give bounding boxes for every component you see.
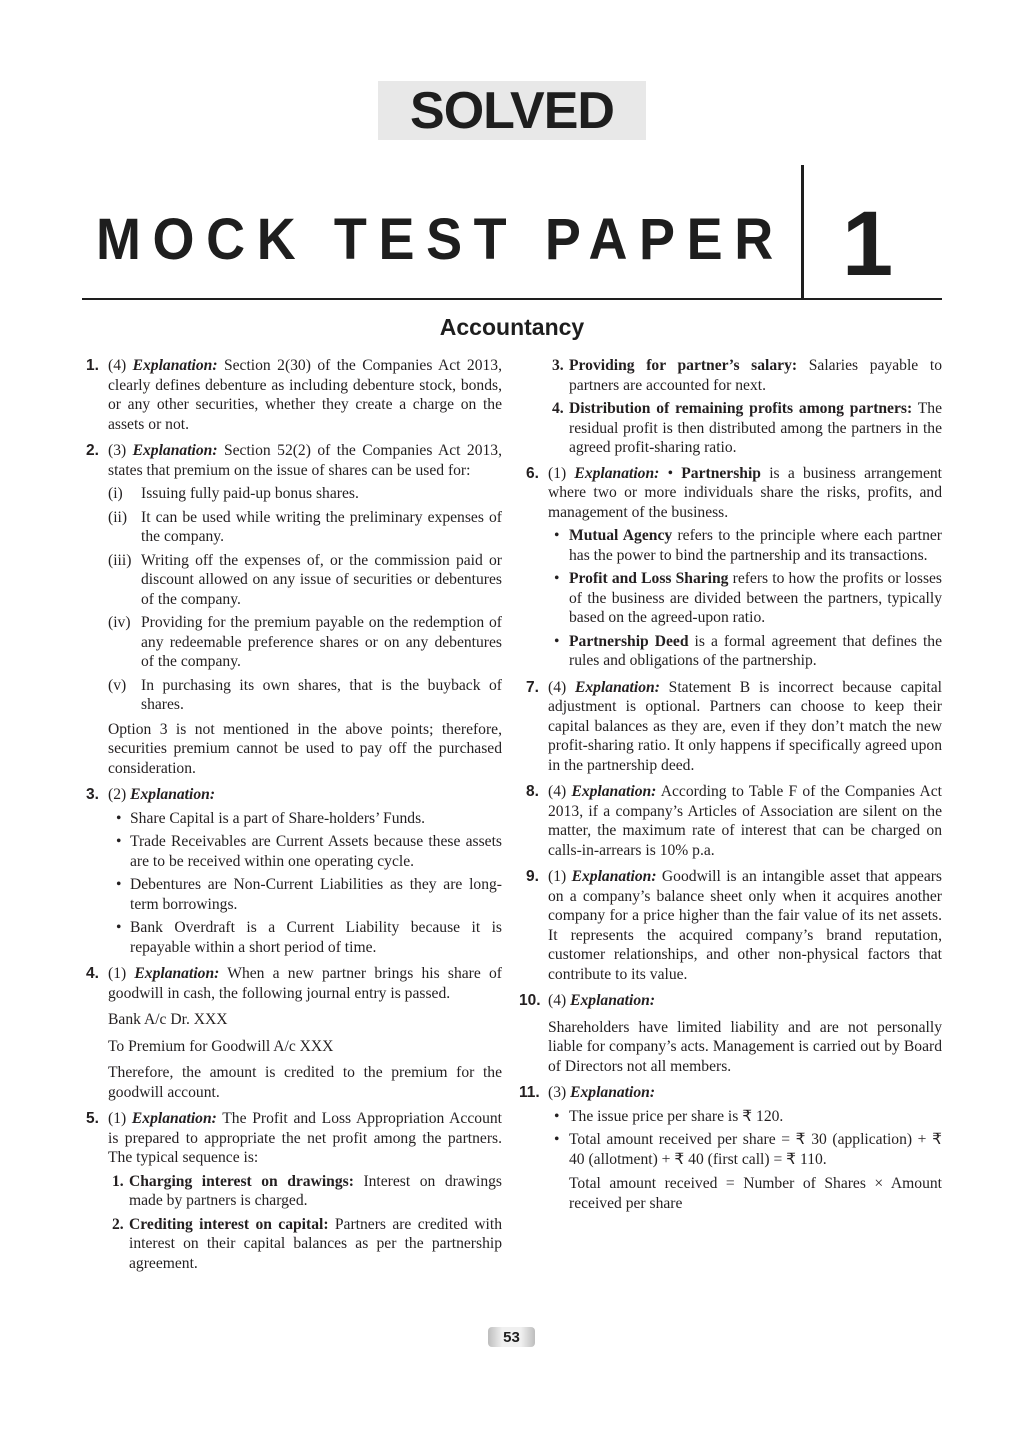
explanation-text: When a new partner brings his share of goodwill in cash, the following journal entry is passed.	[108, 965, 502, 1002]
step-number: 1.	[112, 1172, 124, 1190]
term: Partnership Deed	[569, 632, 689, 650]
explanation-label: Explanation:	[570, 992, 656, 1009]
explanation-text: Goodwill is an intangible asset that appears on a company’s balance sheet only when it acquires another company for a price higher than the fair value of its net assets. It represents the acquired company’s brand reputation, customer relationships, and other non-physical factors that contribute to its value.	[548, 868, 943, 983]
bullet-icon: •	[554, 527, 560, 544]
answer-option: (1)	[108, 1110, 127, 1127]
step-text: Interest on drawings made by partners is charged.	[129, 1172, 502, 1209]
explanation-text: Section 52(2) of the Companies Act 2013, states that premium on the issue of shares can be used for:	[108, 442, 502, 479]
bullet-icon: •	[554, 1131, 560, 1148]
list-item	[108, 613, 502, 672]
sequence-step	[548, 399, 942, 458]
answer-6	[526, 464, 942, 671]
bullet-text: Trade Receivables are Current Assets because these assets are to be received within one operating cycle.	[130, 833, 502, 870]
list-item	[108, 508, 502, 547]
item-label: (iv)	[108, 614, 131, 631]
sequence-step	[108, 1172, 502, 1211]
explanation-text: Section 2(30) of the Companies Act 2013, clearly defines debenture as including debenture stock, bonds, or any other securities, whether they create a charge on the assets or not.	[108, 357, 502, 433]
item-text: Writing off the expenses of, or the commission paid or discount allowed on any issue of securities or debentures of the company.	[141, 551, 502, 608]
bullet-icon: •	[116, 919, 122, 936]
definition-text: refers to the principle where each partner has the power to bind the partnership and its transactions.	[569, 527, 942, 564]
list-item	[110, 875, 502, 914]
bullet-text: Share Capital is a part of Share-holders’ Funds.	[130, 809, 426, 827]
answer-option: (2)	[108, 786, 127, 803]
bullet-icon: •	[667, 464, 674, 482]
question-number: 5.	[86, 1110, 99, 1127]
step-text: Salaries payable to partners are accounted for next.	[569, 357, 942, 394]
item-label: (i)	[108, 485, 123, 502]
item-text: In purchasing its own shares, that is the buyback of shares.	[141, 676, 502, 713]
bullet-icon: •	[116, 833, 122, 850]
answer-4	[86, 964, 502, 1102]
explanation-label: Explanation:	[130, 786, 216, 803]
step-title: Crediting interest on capital:	[129, 1215, 329, 1233]
step-text: Partners are credited with interest on their capital balances as per the partnership agreement.	[129, 1215, 502, 1272]
item-label: (iii)	[108, 551, 132, 569]
list-item	[110, 918, 502, 957]
left-column	[86, 356, 502, 1280]
answer-option: (4)	[548, 678, 567, 696]
page-title: MOCK TEST PAPER	[96, 207, 785, 272]
explanation-label: Explanation:	[571, 868, 657, 885]
answer-option: (3)	[108, 442, 127, 459]
question-number: 2.	[86, 442, 99, 459]
journal-entry-credit: To Premium for Goodwill A/c XXX	[108, 1037, 334, 1055]
answer-option: (4)	[108, 357, 127, 374]
list-item	[548, 1107, 942, 1127]
answer-option: (1)	[548, 868, 567, 885]
explanation-text: Shareholders have limited liability and are not personally liable for company’s acts. Management is carried out by Board of Directors not all members.	[548, 1018, 942, 1075]
answer-option: (3)	[548, 1084, 567, 1101]
title-divider-vertical	[801, 165, 804, 300]
answer-3	[86, 785, 502, 957]
question-number: 9.	[526, 868, 539, 885]
solved-label: SOLVED	[410, 81, 614, 140]
definition-text: refers to how the profits or losses of the business are divided between the partners, typically based on the agreed-upon ratio.	[569, 570, 942, 626]
term: Partnership	[681, 464, 761, 482]
answer-2	[86, 441, 502, 778]
answer-9	[526, 867, 943, 984]
explanation-text: Statement B is incorrect because capital adjustment is optional. Partners can choose to keep their capital balances as they are, even if they don’t match the new profit-sharing ratio. It only happens if specifically agreed upon in the partnership deed.	[548, 678, 943, 774]
item-text: It can be used while writing the preliminary expenses of the company.	[141, 508, 502, 545]
bullet-icon: •	[116, 876, 122, 893]
bullet-text: Total amount received per share = ₹ 30 (application) + ₹ 40 (allotment) + ₹ 40 (first call) = ₹ 110.	[569, 1131, 942, 1168]
item-text: Providing for the premium payable on the redemption of any redeemable preference shares or on any debentures of the company.	[141, 614, 502, 670]
item-label: (v)	[108, 676, 127, 694]
answer-option: (1)	[108, 965, 127, 982]
list-item	[108, 484, 502, 504]
step-title: Charging interest on drawings:	[129, 1172, 354, 1190]
solved-banner	[378, 81, 646, 140]
explanation-text: The Profit and Loss Appropriation Account is prepared to appropriate the net profit among the partners. The typical sequence is:	[108, 1110, 502, 1166]
item-label: (ii)	[108, 508, 128, 526]
conclusion-text: Option 3 is not mentioned in the above points; therefore, securities premium cannot be used to pay off the purchased consideration.	[108, 720, 502, 777]
answer-11	[519, 1083, 942, 1213]
bullet-icon: •	[554, 570, 560, 587]
answer-1	[86, 356, 502, 434]
paper-number: 1	[842, 193, 894, 295]
list-item	[548, 526, 942, 565]
question-number: 6.	[526, 464, 539, 482]
question-number: 11.	[519, 1084, 540, 1101]
list-item	[108, 676, 502, 715]
explanation-label: Explanation:	[131, 1110, 217, 1127]
step-title: Distribution of remaining profits among partners:	[569, 400, 913, 417]
journal-entry-debit: Bank A/c Dr. XXX	[108, 1011, 228, 1028]
bullet-icon: •	[554, 632, 560, 650]
step-number: 3.	[552, 357, 564, 374]
list-item	[548, 1130, 942, 1169]
explanation-label: Explanation:	[570, 1084, 656, 1101]
explanation-label: Explanation:	[132, 442, 218, 459]
subject-heading: Accountancy	[439, 314, 585, 340]
term: Profit and Loss Sharing	[569, 570, 729, 587]
answer-option: (4)	[548, 992, 567, 1009]
list-item	[548, 569, 942, 628]
formula-text: Total amount received = Number of Shares × Amount received per share	[569, 1175, 942, 1212]
answer-5-continued	[548, 356, 942, 458]
explanation-text: According to Table F of the Companies Act 2013, if a company’s Articles of Association are silent on the matter, the maximum rate of interest that can be charged on calls-in-arrears is 10% p.a.	[548, 783, 942, 859]
conclusion-text: Therefore, the amount is credited to the premium for the goodwill account.	[108, 1064, 502, 1101]
explanation-label: Explanation:	[574, 464, 660, 482]
answer-option: (1)	[548, 464, 567, 482]
step-title: Providing for partner’s salary:	[569, 357, 798, 374]
explanation-label: Explanation:	[132, 357, 218, 374]
question-number: 4.	[86, 965, 99, 982]
bullet-text: The issue price per share is ₹ 120.	[569, 1107, 784, 1125]
answer-8	[526, 782, 942, 860]
item-text: Issuing fully paid-up bonus shares.	[141, 485, 359, 502]
bullet-text: Bank Overdraft is a Current Liability because it is repayable within a short period of time.	[130, 919, 502, 956]
right-column	[519, 356, 943, 1220]
step-number: 2.	[112, 1215, 124, 1233]
bullet-text: Debentures are Non-Current Liabilities as they are long-term borrowings.	[130, 876, 502, 913]
title-divider-horizontal	[82, 298, 942, 300]
step-text: The residual profit is then distributed among the partners in the agreed profit-sharing ratio.	[569, 400, 942, 456]
definition-text: is a business arrangement where two or more individuals share the risks, profits, and management of the business.	[548, 464, 942, 521]
question-number: 7.	[526, 678, 539, 696]
answer-option: (4)	[548, 783, 567, 800]
question-number: 3.	[86, 786, 99, 803]
list-item	[548, 632, 942, 671]
page-number: 53	[488, 1327, 535, 1347]
answer-5	[86, 1109, 502, 1273]
sequence-step	[108, 1215, 502, 1274]
list-item	[108, 551, 502, 610]
question-number: 8.	[526, 783, 539, 800]
question-number: 1.	[86, 357, 99, 374]
term: Mutual Agency	[569, 527, 673, 544]
explanation-label: Explanation:	[574, 678, 660, 696]
definition-text: is a formal agreement that defines the rules and obligations of the partnership.	[569, 632, 942, 669]
explanation-label: Explanation:	[134, 965, 220, 982]
list-item	[110, 832, 502, 871]
step-number: 4.	[552, 400, 564, 417]
answer-7	[526, 678, 943, 776]
answer-10	[519, 991, 942, 1076]
list-item	[110, 809, 502, 829]
question-number: 10.	[519, 992, 541, 1009]
bullet-icon: •	[554, 1107, 560, 1125]
bullet-icon: •	[116, 809, 122, 827]
explanation-label: Explanation:	[571, 783, 657, 800]
sequence-step	[548, 356, 942, 395]
